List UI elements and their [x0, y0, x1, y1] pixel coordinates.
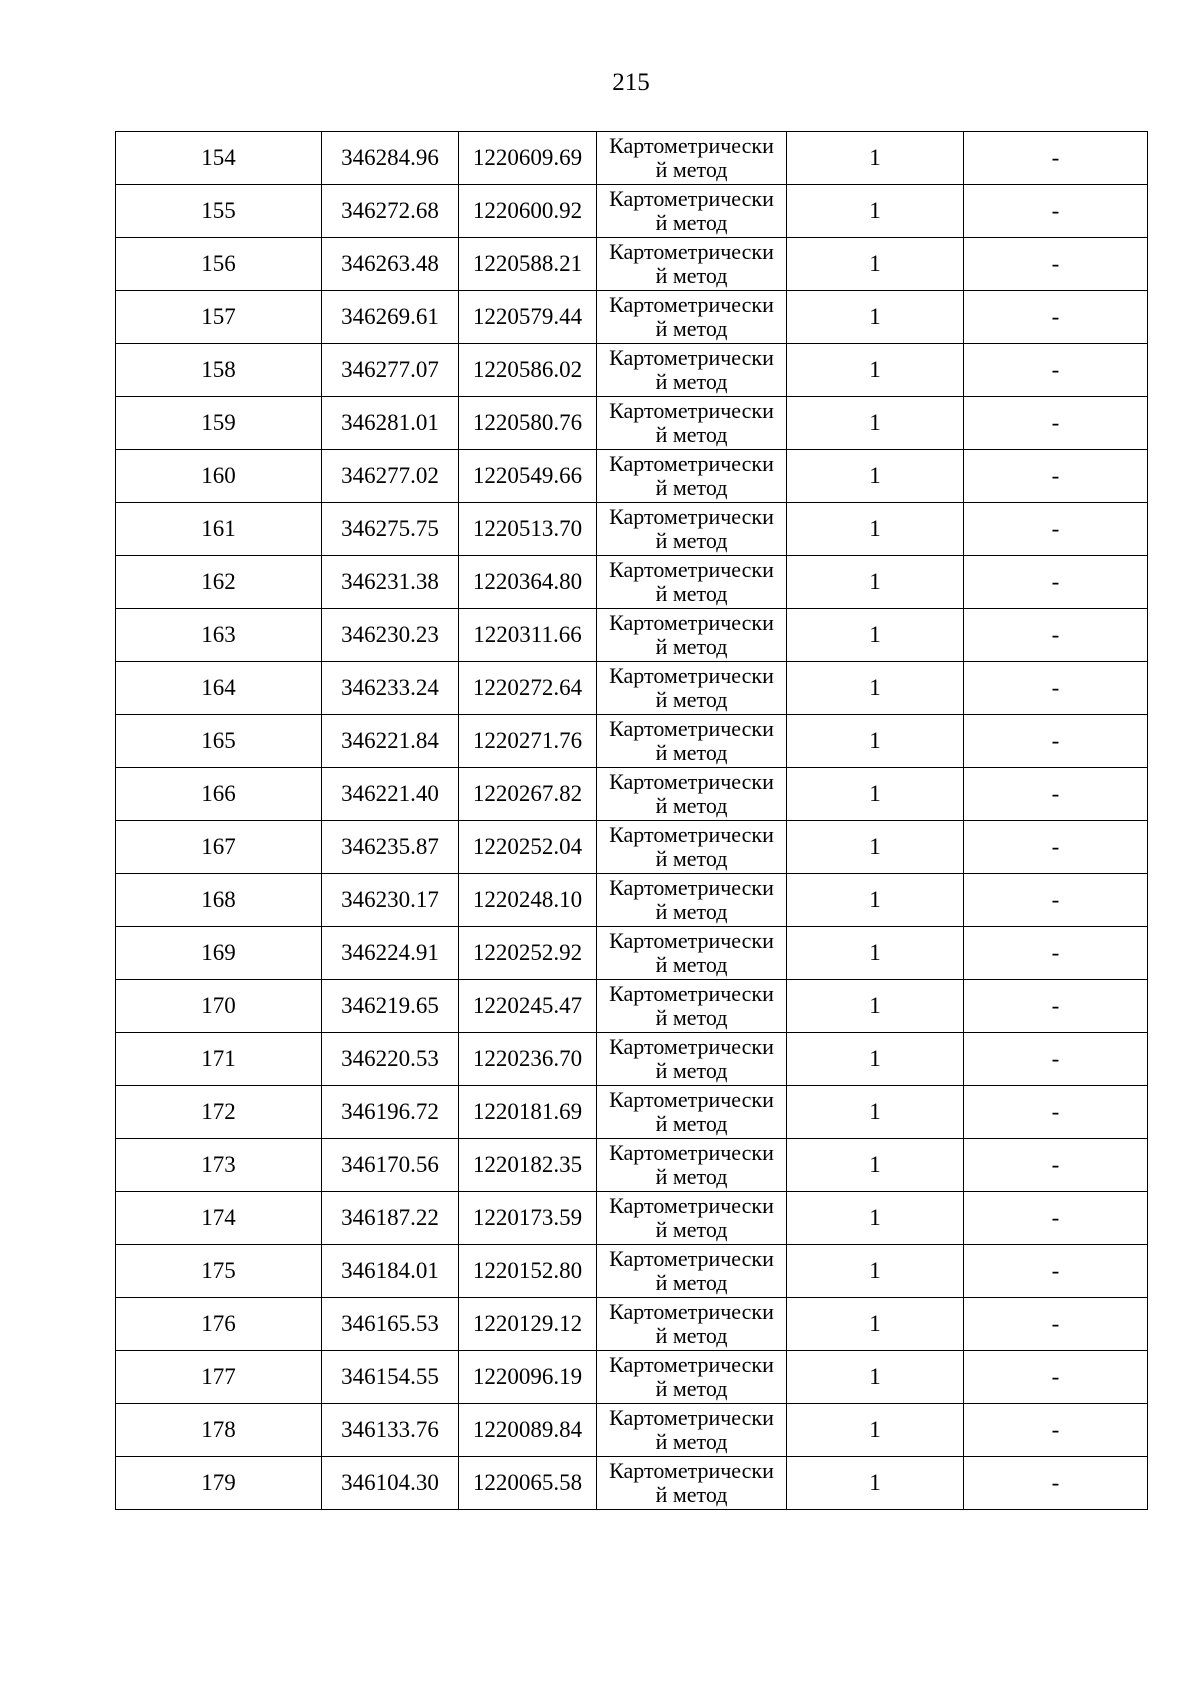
point-number-cell: 177 — [116, 1351, 322, 1404]
note-cell: - — [964, 980, 1148, 1033]
method-text-line: Картометрически — [609, 875, 774, 900]
y-coordinate-cell: 1220609.69 — [459, 132, 597, 185]
note-cell: - — [964, 768, 1148, 821]
accuracy-cell: 1 — [787, 1086, 964, 1139]
x-coordinate-cell: 346263.48 — [322, 238, 459, 291]
note-cell: - — [964, 1457, 1148, 1510]
method-text-line: й метод — [655, 157, 728, 182]
accuracy-cell: 1 — [787, 132, 964, 185]
method-cell — [597, 1033, 787, 1086]
y-coordinate-cell: 1220271.76 — [459, 715, 597, 768]
table-row — [116, 768, 1148, 821]
note-cell: - — [964, 238, 1148, 291]
x-coordinate-cell: 346233.24 — [322, 662, 459, 715]
table-row — [116, 1033, 1148, 1086]
method-text-line: й метод — [655, 475, 728, 500]
method-text-line: Картометрически — [609, 398, 774, 423]
method-text-line: й метод — [655, 1111, 728, 1136]
point-number-cell: 160 — [116, 450, 322, 503]
table-row — [116, 344, 1148, 397]
method-cell — [597, 1192, 787, 1245]
method-cell — [597, 821, 787, 874]
x-coordinate-cell: 346230.23 — [322, 609, 459, 662]
method-text-line: Картометрически — [609, 822, 774, 847]
accuracy-cell: 1 — [787, 450, 964, 503]
method-cell — [597, 715, 787, 768]
method-cell — [597, 291, 787, 344]
table-row — [116, 238, 1148, 291]
note-cell: - — [964, 1139, 1148, 1192]
y-coordinate-cell: 1220182.35 — [459, 1139, 597, 1192]
method-text-line: й метод — [655, 952, 728, 977]
y-coordinate-cell: 1220129.12 — [459, 1298, 597, 1351]
method-cell — [597, 503, 787, 556]
x-coordinate-cell: 346184.01 — [322, 1245, 459, 1298]
table-row — [116, 1086, 1148, 1139]
table-row — [116, 185, 1148, 238]
x-coordinate-cell: 346219.65 — [322, 980, 459, 1033]
x-coordinate-cell: 346275.75 — [322, 503, 459, 556]
method-cell — [597, 1086, 787, 1139]
point-number-cell: 155 — [116, 185, 322, 238]
accuracy-cell: 1 — [787, 1351, 964, 1404]
x-coordinate-cell: 346133.76 — [322, 1404, 459, 1457]
table-row — [116, 450, 1148, 503]
method-text-line: й метод — [655, 1217, 728, 1242]
method-text-line: Картометрически — [609, 1087, 774, 1112]
method-text-line: Картометрически — [609, 769, 774, 794]
accuracy-cell: 1 — [787, 1298, 964, 1351]
note-cell: - — [964, 450, 1148, 503]
x-coordinate-cell: 346284.96 — [322, 132, 459, 185]
note-cell: - — [964, 715, 1148, 768]
method-cell — [597, 1457, 787, 1510]
accuracy-cell: 1 — [787, 1033, 964, 1086]
method-text-line: й метод — [655, 1005, 728, 1030]
method-text-line: й метод — [655, 1323, 728, 1348]
point-number-cell: 169 — [116, 927, 322, 980]
method-cell — [597, 1139, 787, 1192]
table-row — [116, 980, 1148, 1033]
table-row — [116, 821, 1148, 874]
accuracy-cell: 1 — [787, 238, 964, 291]
table-row — [116, 1351, 1148, 1404]
point-number-cell: 167 — [116, 821, 322, 874]
note-cell: - — [964, 874, 1148, 927]
x-coordinate-cell: 346170.56 — [322, 1139, 459, 1192]
y-coordinate-cell: 1220245.47 — [459, 980, 597, 1033]
table-row — [116, 132, 1148, 185]
method-cell — [597, 980, 787, 1033]
table-row — [116, 1404, 1148, 1457]
x-coordinate-cell: 346269.61 — [322, 291, 459, 344]
method-cell — [597, 556, 787, 609]
method-text-line: Картометрически — [609, 1246, 774, 1271]
x-coordinate-cell: 346154.55 — [322, 1351, 459, 1404]
point-number-cell: 176 — [116, 1298, 322, 1351]
note-cell: - — [964, 556, 1148, 609]
method-text-line: Картометрически — [609, 451, 774, 476]
method-text-line: й метод — [655, 369, 728, 394]
accuracy-cell: 1 — [787, 1245, 964, 1298]
method-cell — [597, 1351, 787, 1404]
method-cell — [597, 238, 787, 291]
method-text-line: й метод — [655, 793, 728, 818]
method-text-line: й метод — [655, 634, 728, 659]
y-coordinate-cell: 1220600.92 — [459, 185, 597, 238]
y-coordinate-cell: 1220580.76 — [459, 397, 597, 450]
point-number-cell: 164 — [116, 662, 322, 715]
table-row — [116, 1139, 1148, 1192]
accuracy-cell: 1 — [787, 662, 964, 715]
x-coordinate-cell: 346277.02 — [322, 450, 459, 503]
method-text-line: Картометрически — [609, 981, 774, 1006]
point-number-cell: 168 — [116, 874, 322, 927]
table-row — [116, 556, 1148, 609]
method-text-line: й метод — [655, 740, 728, 765]
point-number-cell: 159 — [116, 397, 322, 450]
point-number-cell: 158 — [116, 344, 322, 397]
y-coordinate-cell: 1220152.80 — [459, 1245, 597, 1298]
method-cell — [597, 450, 787, 503]
note-cell: - — [964, 1351, 1148, 1404]
point-number-cell: 174 — [116, 1192, 322, 1245]
method-text-line: Картометрически — [609, 1193, 774, 1218]
note-cell: - — [964, 927, 1148, 980]
table-row — [116, 927, 1148, 980]
y-coordinate-cell: 1220586.02 — [459, 344, 597, 397]
table-row — [116, 874, 1148, 927]
accuracy-cell: 1 — [787, 927, 964, 980]
method-text-line: Картометрически — [609, 928, 774, 953]
method-text-line: Картометрически — [609, 1458, 774, 1483]
point-number-cell: 162 — [116, 556, 322, 609]
method-text-line: Картометрически — [609, 292, 774, 317]
point-number-cell: 154 — [116, 132, 322, 185]
method-cell — [597, 1298, 787, 1351]
y-coordinate-cell: 1220549.66 — [459, 450, 597, 503]
method-text-line: й метод — [655, 899, 728, 924]
table-row — [116, 662, 1148, 715]
method-cell — [597, 1404, 787, 1457]
accuracy-cell: 1 — [787, 821, 964, 874]
method-cell — [597, 397, 787, 450]
table-row — [116, 1457, 1148, 1510]
method-text-line: й метод — [655, 422, 728, 447]
method-text-line: й метод — [655, 1270, 728, 1295]
x-coordinate-cell: 346224.91 — [322, 927, 459, 980]
y-coordinate-cell: 1220252.04 — [459, 821, 597, 874]
method-text-line: й метод — [655, 581, 728, 606]
method-text-line: й метод — [655, 1429, 728, 1454]
table-row — [116, 1298, 1148, 1351]
y-coordinate-cell: 1220096.19 — [459, 1351, 597, 1404]
x-coordinate-cell: 346230.17 — [322, 874, 459, 927]
y-coordinate-cell: 1220236.70 — [459, 1033, 597, 1086]
accuracy-cell: 1 — [787, 1404, 964, 1457]
y-coordinate-cell: 1220181.69 — [459, 1086, 597, 1139]
point-number-cell: 170 — [116, 980, 322, 1033]
x-coordinate-cell: 346221.84 — [322, 715, 459, 768]
note-cell: - — [964, 503, 1148, 556]
accuracy-cell: 1 — [787, 874, 964, 927]
point-number-cell: 171 — [116, 1033, 322, 1086]
method-cell — [597, 662, 787, 715]
y-coordinate-cell: 1220248.10 — [459, 874, 597, 927]
method-text-line: й метод — [655, 263, 728, 288]
x-coordinate-cell: 346196.72 — [322, 1086, 459, 1139]
method-text-line: Картометрически — [609, 133, 774, 158]
method-cell — [597, 1245, 787, 1298]
method-text-line: Картометрически — [609, 345, 774, 370]
y-coordinate-cell: 1220267.82 — [459, 768, 597, 821]
note-cell: - — [964, 662, 1148, 715]
x-coordinate-cell: 346187.22 — [322, 1192, 459, 1245]
y-coordinate-cell: 1220579.44 — [459, 291, 597, 344]
note-cell: - — [964, 132, 1148, 185]
method-cell — [597, 874, 787, 927]
accuracy-cell: 1 — [787, 1457, 964, 1510]
method-text-line: й метод — [655, 210, 728, 235]
method-text-line: й метод — [655, 1482, 728, 1507]
table-body — [116, 132, 1148, 1510]
method-text-line: й метод — [655, 1164, 728, 1189]
table-row — [116, 503, 1148, 556]
accuracy-cell: 1 — [787, 185, 964, 238]
point-number-cell: 175 — [116, 1245, 322, 1298]
method-text-line: Картометрически — [609, 239, 774, 264]
point-number-cell: 172 — [116, 1086, 322, 1139]
y-coordinate-cell: 1220252.92 — [459, 927, 597, 980]
x-coordinate-cell: 346104.30 — [322, 1457, 459, 1510]
method-text-line: Картометрически — [609, 1140, 774, 1165]
point-number-cell: 163 — [116, 609, 322, 662]
x-coordinate-cell: 346277.07 — [322, 344, 459, 397]
method-cell — [597, 768, 787, 821]
y-coordinate-cell: 1220311.66 — [459, 609, 597, 662]
y-coordinate-cell: 1220173.59 — [459, 1192, 597, 1245]
y-coordinate-cell: 1220065.58 — [459, 1457, 597, 1510]
point-number-cell: 157 — [116, 291, 322, 344]
point-number-cell: 166 — [116, 768, 322, 821]
note-cell: - — [964, 185, 1148, 238]
table-row — [116, 397, 1148, 450]
point-number-cell: 161 — [116, 503, 322, 556]
point-number-cell: 156 — [116, 238, 322, 291]
accuracy-cell: 1 — [787, 980, 964, 1033]
x-coordinate-cell: 346272.68 — [322, 185, 459, 238]
method-text-line: Картометрически — [609, 716, 774, 741]
page-number: 215 — [612, 69, 650, 96]
method-text-line: Картометрически — [609, 610, 774, 635]
y-coordinate-cell: 1220364.80 — [459, 556, 597, 609]
x-coordinate-cell: 346220.53 — [322, 1033, 459, 1086]
method-cell — [597, 344, 787, 397]
method-cell — [597, 185, 787, 238]
method-text-line: Картометрически — [609, 1405, 774, 1430]
note-cell: - — [964, 291, 1148, 344]
table-row — [116, 715, 1148, 768]
accuracy-cell: 1 — [787, 503, 964, 556]
method-text-line: й метод — [655, 1376, 728, 1401]
accuracy-cell: 1 — [787, 715, 964, 768]
method-cell — [597, 609, 787, 662]
table-row — [116, 1245, 1148, 1298]
point-number-cell: 165 — [116, 715, 322, 768]
method-text-line: й метод — [655, 316, 728, 341]
y-coordinate-cell: 1220513.70 — [459, 503, 597, 556]
method-text-line: й метод — [655, 528, 728, 553]
x-coordinate-cell: 346231.38 — [322, 556, 459, 609]
note-cell: - — [964, 1404, 1148, 1457]
accuracy-cell: 1 — [787, 1192, 964, 1245]
x-coordinate-cell: 346165.53 — [322, 1298, 459, 1351]
note-cell: - — [964, 1245, 1148, 1298]
table-row — [116, 1192, 1148, 1245]
y-coordinate-cell: 1220588.21 — [459, 238, 597, 291]
accuracy-cell: 1 — [787, 397, 964, 450]
note-cell: - — [964, 1298, 1148, 1351]
method-text-line: й метод — [655, 846, 728, 871]
method-text-line: й метод — [655, 687, 728, 712]
method-text-line: Картометрически — [609, 504, 774, 529]
method-cell — [597, 132, 787, 185]
method-text-line: й метод — [655, 1058, 728, 1083]
note-cell: - — [964, 1033, 1148, 1086]
note-cell: - — [964, 344, 1148, 397]
x-coordinate-cell: 346221.40 — [322, 768, 459, 821]
table-row — [116, 609, 1148, 662]
method-text-line: Картометрически — [609, 1352, 774, 1377]
x-coordinate-cell: 346235.87 — [322, 821, 459, 874]
coordinates-table — [115, 131, 1148, 1510]
table-row — [116, 291, 1148, 344]
method-cell — [597, 927, 787, 980]
accuracy-cell: 1 — [787, 1139, 964, 1192]
y-coordinate-cell: 1220089.84 — [459, 1404, 597, 1457]
point-number-cell: 179 — [116, 1457, 322, 1510]
y-coordinate-cell: 1220272.64 — [459, 662, 597, 715]
point-number-cell: 178 — [116, 1404, 322, 1457]
method-text-line: Картометрически — [609, 1299, 774, 1324]
accuracy-cell: 1 — [787, 768, 964, 821]
note-cell: - — [964, 821, 1148, 874]
method-text-line: Картометрически — [609, 557, 774, 582]
note-cell: - — [964, 397, 1148, 450]
accuracy-cell: 1 — [787, 556, 964, 609]
note-cell: - — [964, 1192, 1148, 1245]
accuracy-cell: 1 — [787, 609, 964, 662]
accuracy-cell: 1 — [787, 291, 964, 344]
accuracy-cell: 1 — [787, 344, 964, 397]
x-coordinate-cell: 346281.01 — [322, 397, 459, 450]
point-number-cell: 173 — [116, 1139, 322, 1192]
note-cell: - — [964, 609, 1148, 662]
note-cell: - — [964, 1086, 1148, 1139]
method-text-line: Картометрически — [609, 186, 774, 211]
method-text-line: Картометрически — [609, 663, 774, 688]
method-text-line: Картометрически — [609, 1034, 774, 1059]
